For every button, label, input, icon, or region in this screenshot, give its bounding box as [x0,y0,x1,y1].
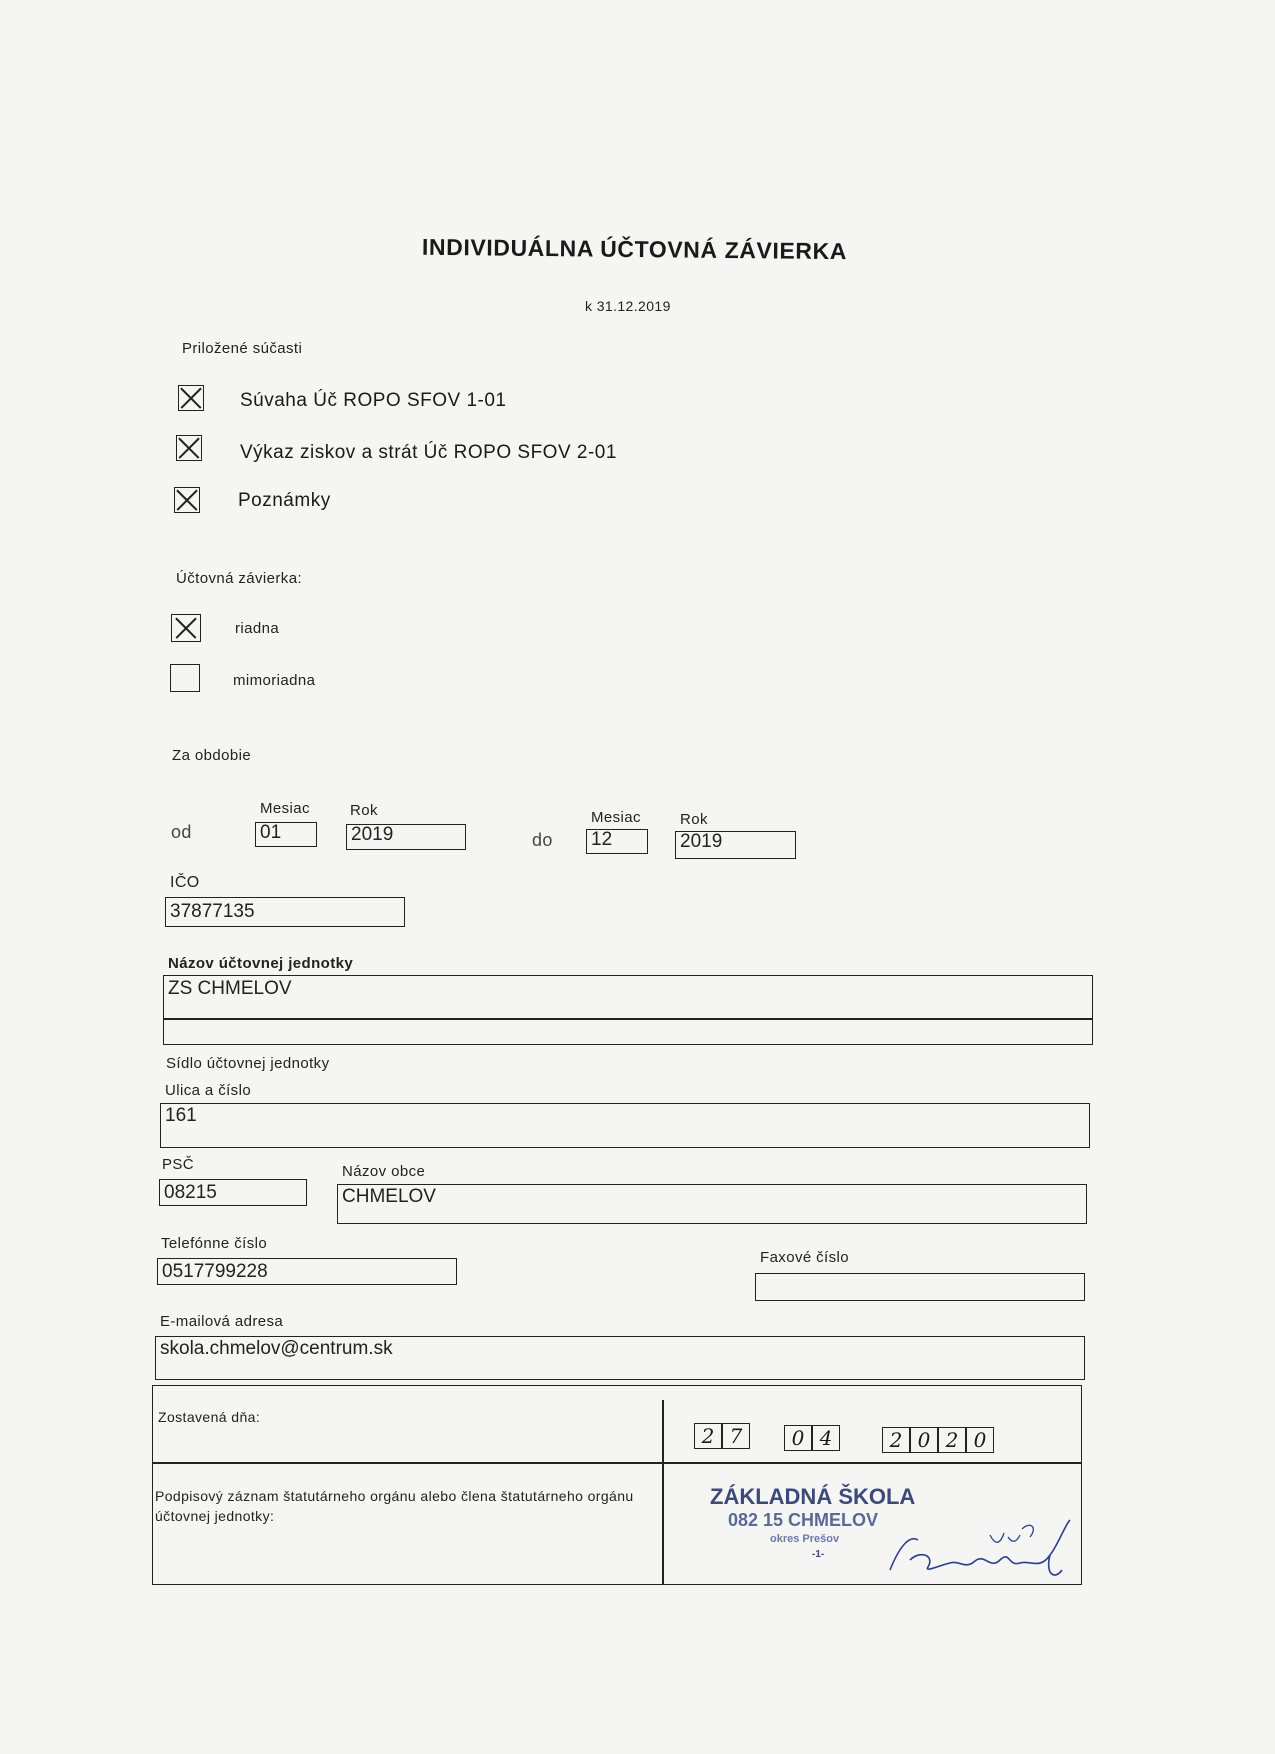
ico-field[interactable]: 37877135 [165,897,405,927]
compiled-month-digit-1[interactable]: 0 [784,1425,812,1451]
signature-table-divider [152,1462,1082,1464]
option-label-mimoriadna: mimoriadna [233,672,316,689]
street-field[interactable]: 161 [160,1103,1090,1148]
checkbox-poznamky[interactable] [174,487,200,513]
to-year-label: Rok [680,811,708,828]
to-month-field[interactable]: 12 [586,829,648,854]
from-label: od [171,822,192,842]
compiled-day-digit-2[interactable]: 7 [722,1423,750,1449]
option-label-riadna: riadna [235,620,280,637]
compiled-year-digit-1[interactable]: 2 [882,1427,910,1453]
attachment-label-suvaha: Súvaha Úč ROPO SFOV 1-01 [240,390,507,411]
checkbox-suvaha[interactable] [178,385,204,411]
stamp-line-1: ZÁKLADNÁ ŠKOLA [710,1484,916,1509]
period-label: Za obdobie [172,747,252,764]
to-year-field[interactable]: 2019 [675,831,796,859]
to-month-label: Mesiac [591,809,641,826]
from-month-label: Mesiac [260,800,310,817]
entity-name-value: ZS CHMELOV [168,978,292,999]
handwritten-signature [880,1515,1080,1585]
city-field[interactable]: CHMELOV [337,1184,1087,1224]
reporting-date: k 31.12.2019 [585,298,671,314]
statement-type-label: Účtovná závierka: [176,570,303,587]
compiled-year-digit-3[interactable]: 2 [938,1427,966,1453]
psc-field[interactable]: 08215 [159,1179,307,1206]
phone-field[interactable]: 0517799228 [157,1258,457,1285]
signature-table-column-divider [662,1400,664,1585]
email-label: E-mailová adresa [160,1313,284,1330]
to-label: do [532,830,553,850]
entity-name-label: Názov účtovnej jednotky [168,955,354,972]
compiled-year-digit-4[interactable]: 0 [966,1427,994,1453]
street-label: Ulica a číslo [165,1082,252,1099]
from-year-field[interactable]: 2019 [346,824,466,850]
page-title: INDIVIDUÁLNA ÚČTOVNÁ ZÁVIERKA [421,233,848,265]
checkbox-mimoriadna[interactable] [170,664,200,692]
checkbox-vykaz[interactable] [176,435,202,461]
fax-field[interactable] [755,1273,1085,1301]
stamp-line-4: -1- [812,1549,825,1560]
from-month-field[interactable]: 01 [255,822,317,847]
phone-label: Telefónne číslo [161,1235,268,1252]
email-field[interactable]: skola.chmelov@centrum.sk [155,1336,1085,1380]
city-label: Názov obce [342,1163,426,1180]
attachments-label: Priložené súčasti [182,340,303,357]
compiled-month-digit-2[interactable]: 4 [812,1425,840,1451]
address-section-label: Sídlo účtovnej jednotky [166,1055,330,1072]
attachment-label-poznamky: Poznámky [238,490,331,511]
compiled-day-digit-1[interactable]: 2 [694,1423,722,1449]
compiled-year-digit-2[interactable]: 0 [910,1427,938,1453]
entity-name-divider [163,1018,1093,1020]
checkbox-riadna[interactable] [171,614,201,642]
from-year-label: Rok [350,802,378,819]
attachment-label-vykaz: Výkaz ziskov a strát Úč ROPO SFOV 2-01 [240,442,617,463]
ico-label: IČO [170,874,200,891]
signature-label: Podpisový záznam štatutárneho orgánu alebo člena štatutárneho orgánu účtovnej jednotky: [155,1488,634,1524]
stamp-line-2: 082 15 CHMELOV [728,1510,879,1530]
stamp-line-3: okres Prešov [770,1533,840,1545]
compiled-date-label: Zostavená dňa: [158,1409,261,1425]
fax-label: Faxové číslo [760,1249,849,1266]
psc-label: PSČ [162,1156,195,1173]
entity-name-field[interactable] [163,975,1093,1045]
